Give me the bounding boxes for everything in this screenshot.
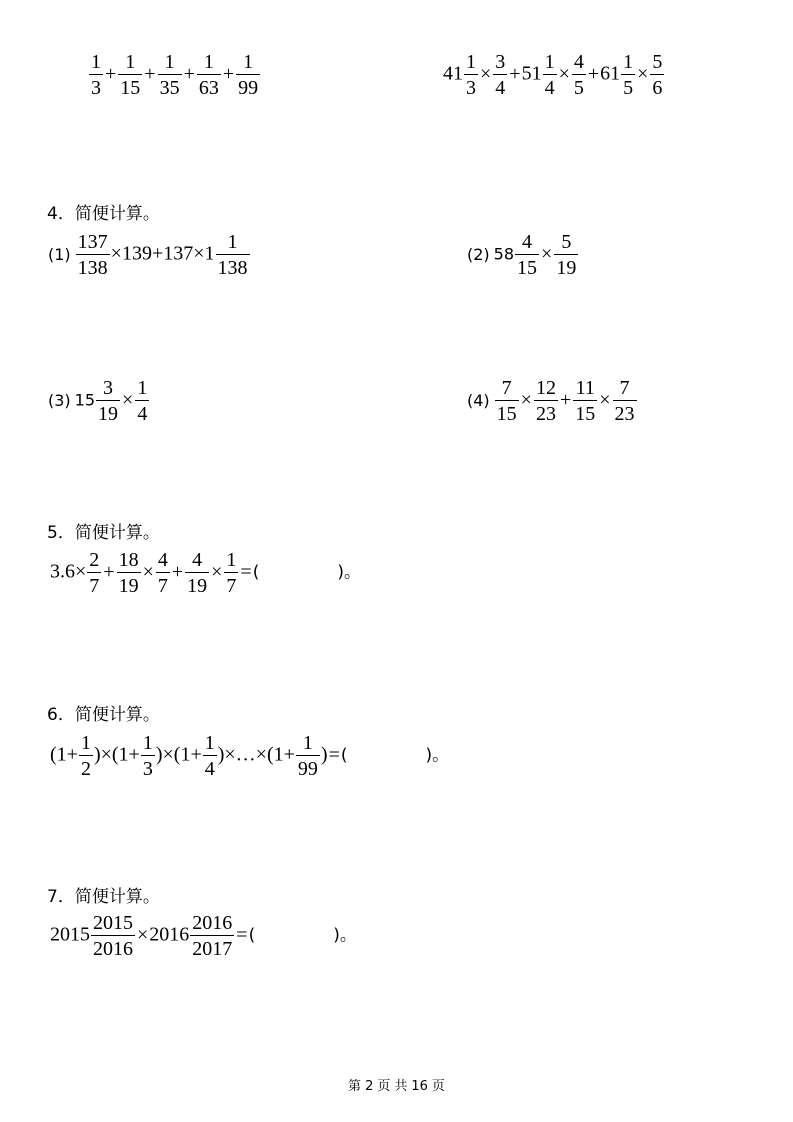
denominator: 15	[495, 400, 519, 424]
times-sign: ×	[211, 560, 223, 583]
fraction	[613, 378, 637, 424]
numerator: 3	[495, 51, 506, 73]
times-sign: ×	[541, 242, 553, 265]
part-label: (3)	[48, 390, 71, 410]
sum-of-unit-fractions	[88, 52, 261, 98]
numerator: 1	[137, 377, 148, 399]
denominator: 4	[543, 74, 557, 98]
question-5-expression	[50, 550, 361, 596]
answer-blank-close: )。	[333, 925, 357, 946]
denominator: 19	[554, 254, 578, 278]
question-6-expression	[50, 733, 449, 779]
numerator: 11	[575, 377, 595, 399]
times-sign: ×	[122, 388, 134, 411]
plus-sign: +	[105, 62, 117, 85]
expression-segment: (1+	[50, 743, 78, 766]
fraction	[185, 550, 209, 596]
numerator: 1	[125, 51, 136, 73]
denominator: 23	[534, 400, 558, 424]
page-number: 2	[365, 1079, 374, 1094]
whole-number: 15	[74, 390, 96, 410]
fraction	[493, 52, 507, 98]
fraction	[135, 378, 149, 424]
part-label: (1)	[48, 244, 71, 264]
question-6-heading: 6．简便计算。	[47, 705, 160, 725]
equals-sign: =	[328, 743, 340, 766]
numerator: 1	[142, 732, 153, 754]
denominator: 3	[89, 74, 103, 98]
denominator: 7	[224, 572, 238, 596]
question-7-heading: 7．简便计算。	[47, 887, 160, 907]
question-7-expression	[50, 913, 357, 959]
denominator: 138	[216, 254, 250, 278]
plus-sign: +	[103, 560, 115, 583]
numerator: 4	[157, 549, 168, 571]
fraction	[216, 232, 250, 278]
plus-sign: +	[509, 62, 521, 85]
fraction	[296, 733, 320, 779]
whole-number: 58	[493, 244, 515, 264]
fraction	[96, 378, 120, 424]
denominator: 19	[117, 572, 141, 596]
answer-blank-close: )。	[425, 745, 450, 766]
plus-sign: +	[144, 62, 156, 85]
expression-segment: )×(1+	[93, 743, 140, 766]
question-4-part-2	[467, 232, 579, 278]
numerator: 12	[535, 377, 556, 399]
numerator: 4	[192, 549, 203, 571]
fraction	[554, 232, 578, 278]
fraction	[573, 378, 597, 424]
fraction	[197, 52, 221, 98]
fraction	[91, 913, 135, 959]
fraction	[224, 550, 238, 596]
question-4-part-3	[48, 378, 150, 424]
denominator: 2016	[91, 935, 135, 959]
plus-sign: +	[171, 560, 184, 583]
numerator: 2015	[93, 912, 133, 934]
numerator: 5	[561, 231, 572, 253]
denominator: 15	[515, 254, 539, 278]
answer-blank-close: )。	[337, 562, 361, 583]
numerator: 1	[544, 51, 555, 73]
fraction	[118, 52, 142, 98]
numerator: 1	[466, 51, 476, 73]
fraction	[534, 378, 558, 424]
page-footer	[0, 1075, 793, 1094]
footer-text: 第	[348, 1079, 362, 1094]
expression-segment: 3.6×	[50, 560, 87, 583]
fraction	[76, 232, 110, 278]
part-label: (4)	[467, 390, 490, 410]
denominator: 15	[118, 74, 142, 98]
fraction	[156, 550, 170, 596]
numerator: 1	[204, 732, 215, 754]
numerator: 2	[89, 549, 100, 571]
numerator: 137	[77, 231, 108, 253]
whole-number: 61	[600, 62, 621, 85]
numerator: 1	[243, 51, 254, 73]
mixed-number-product-sum	[443, 52, 665, 98]
denominator: 6	[650, 74, 664, 98]
expression-segment: )×(1+	[155, 743, 202, 766]
fraction	[79, 733, 93, 779]
times-sign: ×	[137, 923, 149, 946]
denominator: 5	[572, 74, 586, 98]
denominator: 2017	[190, 935, 234, 959]
plus-sign: +	[222, 62, 235, 85]
question-4-part-1	[48, 232, 251, 278]
plus-sign: +	[559, 388, 572, 411]
equals-sign: =	[236, 923, 248, 946]
numerator: 1	[302, 732, 313, 754]
fraction	[87, 550, 101, 596]
expression-segment: )	[320, 743, 328, 766]
denominator: 99	[236, 74, 260, 98]
times-sign: ×	[637, 62, 649, 85]
plus-sign: +	[587, 62, 600, 85]
numerator: 1	[226, 549, 237, 571]
fraction	[141, 733, 155, 779]
numerator: 7	[501, 377, 512, 399]
denominator: 138	[76, 254, 110, 278]
numerator: 1	[164, 51, 175, 73]
numerator: 18	[118, 549, 139, 571]
expression-segment: ×139	[110, 242, 152, 265]
denominator: 99	[296, 755, 320, 779]
denominator: 4	[135, 400, 149, 424]
fraction	[515, 232, 539, 278]
numerator: 1	[80, 732, 91, 754]
numerator: 4	[573, 51, 584, 73]
denominator: 4	[203, 755, 217, 779]
numerator: 4	[522, 231, 533, 253]
answer-blank-open: (	[248, 925, 256, 946]
answer-blank-open: (	[340, 745, 348, 766]
whole-number: 2015	[50, 923, 90, 946]
numerator: 1	[227, 231, 238, 253]
denominator: 7	[87, 572, 101, 596]
times-sign: ×	[142, 560, 154, 583]
fraction	[621, 52, 635, 98]
denominator: 63	[197, 74, 221, 98]
question-5-heading: 5．简便计算。	[47, 523, 160, 543]
denominator: 35	[158, 74, 182, 98]
denominator: 15	[573, 400, 597, 424]
fraction	[572, 52, 586, 98]
numerator: 5	[652, 51, 663, 73]
footer-text: 页	[377, 1079, 391, 1094]
plus-sign: +	[183, 62, 195, 85]
times-sign: ×	[480, 62, 492, 85]
numerator: 1	[91, 51, 101, 73]
fraction	[495, 378, 519, 424]
numerator: 1	[623, 51, 634, 73]
fraction	[203, 733, 217, 779]
footer-text: 共	[394, 1079, 408, 1094]
equals-sign: =	[240, 560, 252, 583]
fraction	[117, 550, 141, 596]
question-4-part-4	[467, 378, 638, 424]
fraction	[158, 52, 182, 98]
expression-segment: +137×1	[151, 242, 215, 265]
numerator: 1	[203, 51, 214, 73]
fraction	[650, 52, 664, 98]
whole-number: 2016	[149, 923, 190, 946]
denominator: 2	[79, 755, 93, 779]
numerator: 3	[103, 377, 114, 399]
denominator: 5	[621, 74, 635, 98]
denominator: 23	[613, 400, 637, 424]
denominator: 3	[464, 74, 478, 98]
fraction	[89, 52, 103, 98]
whole-number: 51	[521, 62, 542, 85]
denominator: 4	[493, 74, 507, 98]
total-pages: 16	[411, 1079, 428, 1094]
fraction	[464, 52, 478, 98]
footer-text: 页	[431, 1079, 445, 1094]
times-sign: ×	[558, 62, 570, 85]
denominator: 19	[96, 400, 120, 424]
numerator: 7	[619, 377, 630, 399]
whole-number: 41	[443, 62, 463, 85]
times-sign: ×	[599, 388, 611, 411]
fraction	[543, 52, 557, 98]
denominator: 3	[141, 755, 155, 779]
expression-segment: )×…×(1+	[217, 743, 295, 766]
fraction	[236, 52, 260, 98]
numerator: 2016	[192, 912, 233, 934]
question-4-heading: 4．简便计算。	[47, 204, 160, 224]
part-label: (2)	[467, 244, 490, 264]
times-sign: ×	[520, 388, 532, 411]
denominator: 19	[185, 572, 209, 596]
denominator: 7	[156, 572, 170, 596]
fraction	[190, 913, 234, 959]
answer-blank-open: (	[252, 562, 260, 583]
